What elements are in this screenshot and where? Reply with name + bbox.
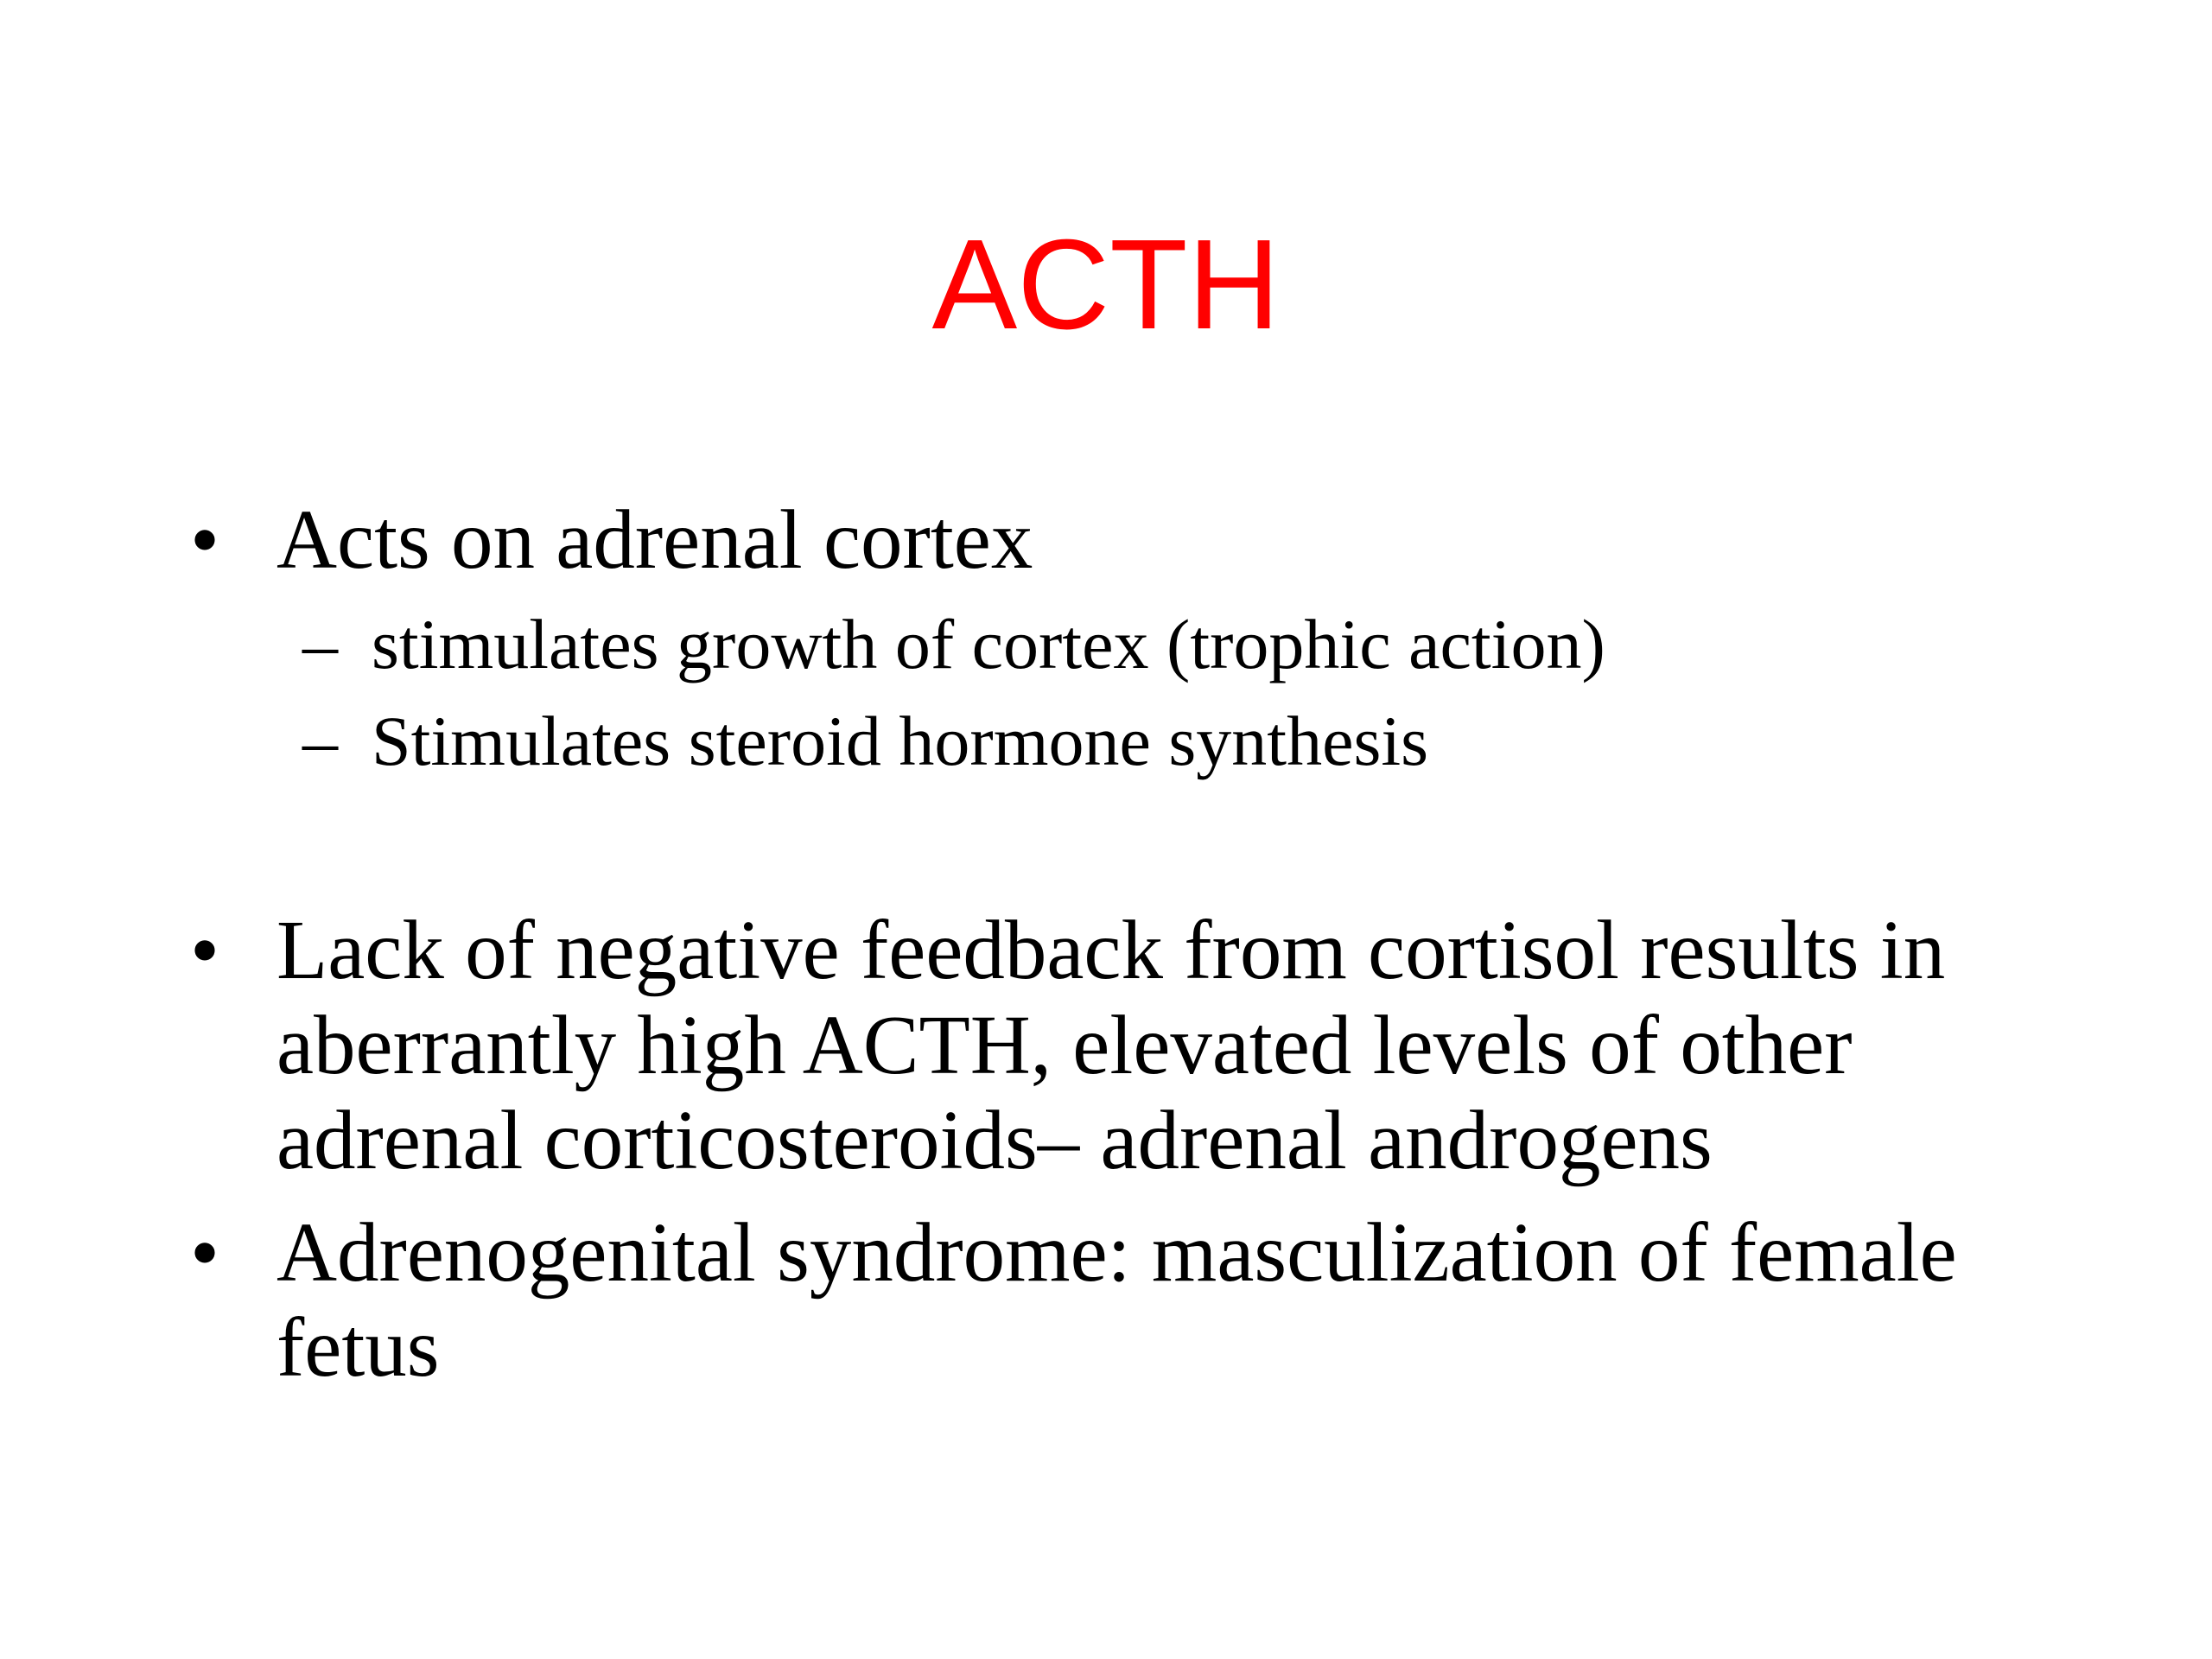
bullet-text: Acts on adrenal cortex <box>276 493 1033 586</box>
sub-bullet-text: stimulates growth of cortex (trophic action) <box>372 605 1605 683</box>
bullet-marker: • <box>190 493 219 586</box>
bullet-text: Adrenogenital syndrome: masculization of female fetus <box>276 1206 1957 1394</box>
bullet-item <box>190 493 2091 588</box>
slide-title: ACTH <box>931 213 1281 356</box>
bullet-text: Lack of negative feedback from cortisol results in aberrantly high ACTH, elevated levels of other adrenal corticosteroids– adrenal androgens <box>276 904 1946 1186</box>
sub-bullet-item <box>302 596 2100 693</box>
sub-bullet-item <box>302 693 2100 790</box>
bullet-marker: • <box>190 1206 219 1299</box>
bullet-item <box>190 903 2091 1188</box>
bullet-marker: • <box>190 904 219 996</box>
bullet-item <box>190 1205 2091 1395</box>
sub-bullet-marker: – <box>302 605 338 683</box>
sub-bullet-text: Stimulates steroid hormone synthesis <box>372 702 1429 780</box>
sub-bullet-marker: – <box>302 702 338 780</box>
